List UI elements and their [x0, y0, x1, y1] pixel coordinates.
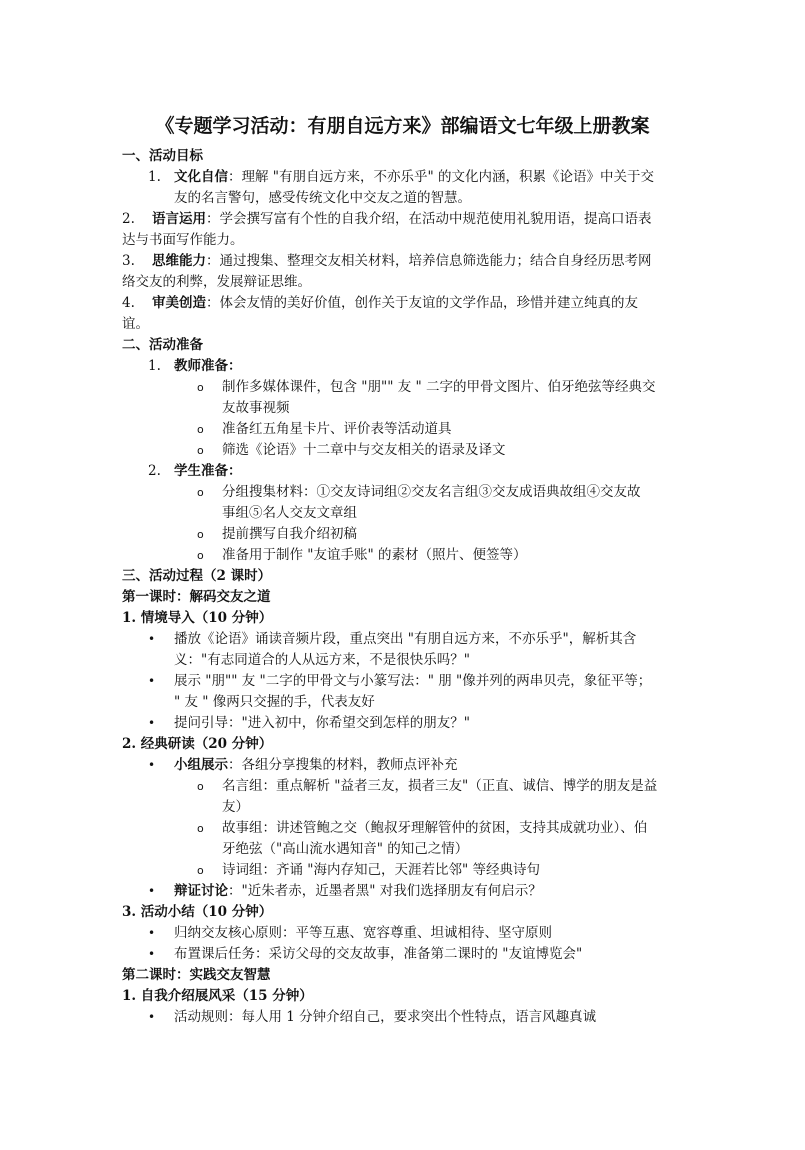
dot-bullet-icon: •: [148, 884, 156, 898]
dot-bullet-icon: •: [148, 947, 156, 961]
lesson-heading: 第二课时：实践交友智慧: [122, 967, 271, 983]
list-item: o 准备用于制作 "友谊手账" 的素材（照片、便签等）: [122, 545, 684, 566]
list-item: 2. 语言运用：学会撰写富有个性的自我介绍，在活动中规范使用礼貌用语，提高口语表 达与书面写作能力。: [122, 211, 652, 248]
section-heading: 一、活动目标: [122, 148, 203, 164]
list-item: 2. 学生准备：: [148, 463, 242, 479]
section-heading: 三、活动过程（2 课时）: [122, 568, 272, 584]
list-item: • 活动规则：每人用 1 分钟介绍自己，要求突出个性特点，语言风趣真诚: [122, 1007, 684, 1028]
circle-bullet-icon: o: [197, 381, 204, 394]
document-body: [122, 146, 684, 1028]
list-item: • 播放《论语》诵读音频片段，重点突出 "有朋自远方来，不亦乐乎"，解析其含 义："有志同道合的人从远方来，不是很快乐吗？": [148, 631, 637, 668]
circle-bullet-icon: o: [197, 486, 204, 499]
list-item: • 布置课后任务：采访父母的交友故事，准备第二课时的 "友谊博览会": [122, 944, 684, 965]
list-item: • 小组展示：各组分享搜集的材料，教师点评补充: [122, 755, 684, 776]
lesson-heading: 第一课时：解码交友之道: [122, 589, 271, 605]
circle-bullet-icon: o: [197, 423, 204, 436]
dot-bullet-icon: •: [148, 716, 156, 730]
list-item: 4. 审美创造：体会友情的美好价值，创作关于友谊的文学作品，珍惜并建立纯真的友 谊。: [122, 295, 638, 332]
circle-bullet-icon: o: [197, 864, 204, 877]
dot-bullet-icon: •: [148, 674, 156, 688]
list-item: • 辩证讨论："近朱者赤，近墨者黑" 对我们选择朋友有何启示？: [122, 881, 684, 902]
document-title: 《专题学习活动：有朋自远方来》部编语文七年级上册教案: [155, 115, 650, 137]
step-heading: 2. 经典研读（20 分钟）: [122, 736, 273, 752]
dot-bullet-icon: •: [148, 1010, 156, 1024]
list-item: 3. 思维能力：通过搜集、整理交友相关材料，培养信息筛选能力；结合自身经历思考网 络交友的利弊，发展辩证思维。: [122, 253, 652, 290]
list-item: o 筛选《论语》十二章中与交友相关的语录及译文: [122, 440, 684, 461]
list-item: o 名言组：重点解析 "益者三友，损者三友"（正直、诚信、博学的朋友是益 友）: [197, 778, 658, 815]
dot-bullet-icon: •: [148, 758, 156, 772]
circle-bullet-icon: o: [197, 549, 204, 562]
list-item: o 分组搜集材料：①交友诗词组②交友名言组③交友成语典故组④交友故 事组⑤名人交友文章组: [197, 484, 641, 521]
step-heading: 3. 活动小结（10 分钟）: [122, 904, 273, 920]
circle-bullet-icon: o: [197, 528, 204, 541]
circle-bullet-icon: o: [197, 444, 204, 457]
list-item: • 归纳交友核心原则：平等互惠、宽容尊重、坦诚相待、坚守原则: [122, 923, 684, 944]
circle-bullet-icon: o: [197, 780, 204, 793]
list-item: • 展示 "朋"" 友 "二字的甲骨文与小篆写法：" 朋 "像并列的两串贝壳，象征平等； " 友 " 像两只交握的手，代表友好: [148, 673, 652, 710]
list-item: 1. 文化自信：理解 "有朋自远方来，不亦乐乎" 的文化内涵，积累《论语》中关于交 友的名言警句，感受传统文化中交友之道的智慧。: [148, 169, 655, 206]
dot-bullet-icon: •: [148, 926, 156, 940]
list-item: o 故事组：讲述管鲍之交（鲍叔牙理解管仲的贫困，支持其成就功业）、伯 牙绝弦（"高山流水遇知音" 的知己之情）: [197, 820, 648, 857]
list-item: 1. 教师准备：: [148, 358, 242, 374]
list-item: o 诗词组：齐诵 "海内存知己，天涯若比邻" 等经典诗句: [122, 860, 684, 881]
dot-bullet-icon: •: [148, 632, 156, 646]
list-item: o 准备红五角星卡片、评价表等活动道具: [122, 419, 684, 440]
list-item: • 提问引导："进入初中，你希望交到怎样的朋友？": [122, 713, 684, 734]
circle-bullet-icon: o: [197, 822, 204, 835]
list-item: o 提前撰写自我介绍初稿: [122, 524, 684, 545]
step-heading: 1. 情境导入（10 分钟）: [122, 610, 273, 626]
step-heading: 1. 自我介绍展风采（15 分钟）: [122, 988, 313, 1004]
section-heading: 二、活动准备: [122, 337, 203, 353]
list-item: o 制作多媒体课件，包含 "朋"" 友 " 二字的甲骨文图片、伯牙绝弦等经典交 友故事视频: [197, 379, 656, 416]
